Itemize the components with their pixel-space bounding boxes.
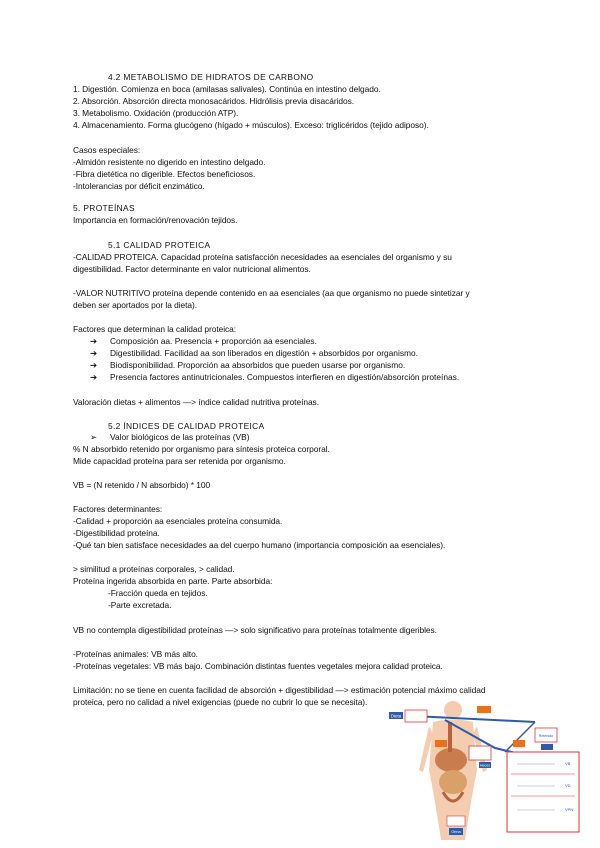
quality-definition-1: -CALIDAD PROTEICA. Capacidad proteína satisfacción necesidades aa esenciales del organismo y su	[73, 252, 452, 262]
box-absorbed	[469, 746, 491, 760]
special-case-2: -Fibra dietética no digerible. Efectos beneficiosos.	[73, 169, 256, 179]
hc-step-1: 1. Digestión. Comienza en boca (amilasas salivales). Continúa en intestino delgado.	[73, 84, 381, 94]
determinant-1: -Calidad + proporción aa esenciales proteína consumida.	[73, 516, 283, 526]
factor-item-2: ➔ Digestibilidad. Facilidad aa son liberados en digestión + absorbidos por organismo.	[90, 348, 418, 358]
proteins-intro: Importancia en formación/renovación tejidos.	[73, 215, 238, 225]
subsection-title-quality: 5.1 CALIDAD PROTEICA	[108, 240, 211, 250]
vb-definition-2: Mide capacidad proteína para ser retenida por organismo.	[73, 456, 286, 466]
nutritive-value-1: -VALOR NUTRITIVO proteína depende contenido en aa esenciales (aa que organismo no puede sintetizar y	[73, 288, 470, 298]
formula-vd: VD	[565, 783, 571, 788]
arrow-icon: ➔	[90, 348, 98, 358]
limitation-1: Limitación: no se tiene en cuenta facilidad de absorción + digestibilidad —> estimación potencial máximo calidad	[73, 685, 486, 695]
section-title-carbohydrates: 4.2 METABOLISMO DE HIDRATOS DE CARBONO	[108, 72, 314, 82]
special-cases-title: Casos especiales:	[73, 145, 141, 155]
similarity-line: > similitud a proteínas corporales, > calidad.	[73, 564, 235, 574]
arrow-icon: ➔	[90, 372, 98, 382]
valuation-line: Valoración dietas + alimentos —> índice calidad nutritiva proteínas.	[73, 397, 319, 407]
factors-title: Factores que determinan la calidad proteica:	[73, 324, 237, 334]
vegetable-proteins: -Proteínas vegetales: VB más bajo. Combinación distintas fuentes vegetales mejora calidad proteica.	[73, 661, 443, 671]
section-title-proteins: 5. PROTEÍNAS	[73, 203, 135, 213]
flow-arrow-1	[413, 716, 535, 722]
hc-step-4: 4. Almacenamiento. Forma glucógeno (hígado + músculos). Exceso: triglicéridos (tejido adiposo).	[73, 120, 429, 130]
box-retained-tag	[541, 744, 553, 750]
factor-item-1: ➔ Composición aa. Presencia + proporción aa esenciales.	[90, 336, 317, 346]
label-retained: Retenido	[538, 734, 554, 738]
hc-step-3: 3. Metabolismo. Oxidación (producción ATP).	[73, 108, 239, 118]
arrow-icon: ➔	[90, 336, 98, 346]
determinant-2: -Digestibilidad proteína.	[73, 528, 160, 538]
label-feces: Heces	[479, 763, 491, 768]
vb-not-digestibility: VB no contempla digestibilidad proteínas —> solo significativo para proteínas totalmente digeribles.	[73, 625, 437, 635]
part-excreted: -Parte excretada.	[108, 600, 172, 610]
hc-step-2: 2. Absorción. Absorción directa monosacáridos. Hidrólisis previa disacáridos.	[73, 96, 355, 106]
box-intake	[405, 710, 427, 722]
label-diet: Dieta	[390, 713, 402, 719]
determinants-title: Factores determinantes:	[73, 504, 163, 514]
factor-item-3: ➔ Biodisponibilidad. Proporción aa absorbidos que pueden usarse por organismo.	[90, 360, 406, 370]
ingested-line: Proteína ingerida absorbida en parte. Parte absorbida:	[73, 576, 273, 586]
determinant-3: -Qué tan bien satisface necesidades aa del cuerpo humano (importancia composición aa esenciales).	[73, 540, 446, 550]
vb-title: ➢ Valor biológicos de las proteínas (VB)	[90, 432, 250, 442]
animal-proteins: -Proteínas animales: VB más alto.	[73, 649, 198, 659]
box-orange-right	[513, 740, 525, 747]
vb-definition-1: % N absorbido retenido por organismo para síntesis proteica corporal.	[73, 444, 330, 454]
subsection-title-indices: 5.2 ÍNDICES DE CALIDAD PROTEICA	[108, 421, 265, 431]
arrowhead-icon: ➢	[90, 432, 98, 442]
factor-item-4: ➔ Presencia factores antinutricionales. Compuestos interfieren en digestión/absorción proteínas.	[90, 372, 460, 382]
formula-vb: VB	[565, 761, 571, 766]
nutritive-value-2: deben ser aportados por la dieta).	[73, 300, 198, 310]
special-case-3: -Intolerancias por déficit enzimático.	[73, 181, 205, 191]
arrow-icon: ➔	[90, 360, 98, 370]
protein-balance-diagram	[385, 700, 585, 840]
formula-vpn: VPN	[565, 807, 574, 812]
box-orange-mid	[435, 740, 447, 747]
vb-formula: VB = (N retenido / N absorbido) * 100	[73, 480, 211, 490]
box-orange-top	[477, 706, 491, 713]
flow-arrow-3	[505, 722, 535, 752]
box-urine	[447, 816, 465, 826]
special-case-1: -Almidón resistente no digerido en intestino delgado.	[73, 157, 266, 167]
label-urine: Orina	[451, 830, 461, 834]
part-tissue: -Fracción queda en tejidos.	[108, 588, 208, 598]
limitation-2: proteica, pero no calidad a nivel exigencias (puede no cubrir lo que se necesita).	[73, 697, 368, 707]
quality-definition-2: digestibilidad. Factor determinante en valor nutricional alimentos.	[73, 264, 311, 274]
